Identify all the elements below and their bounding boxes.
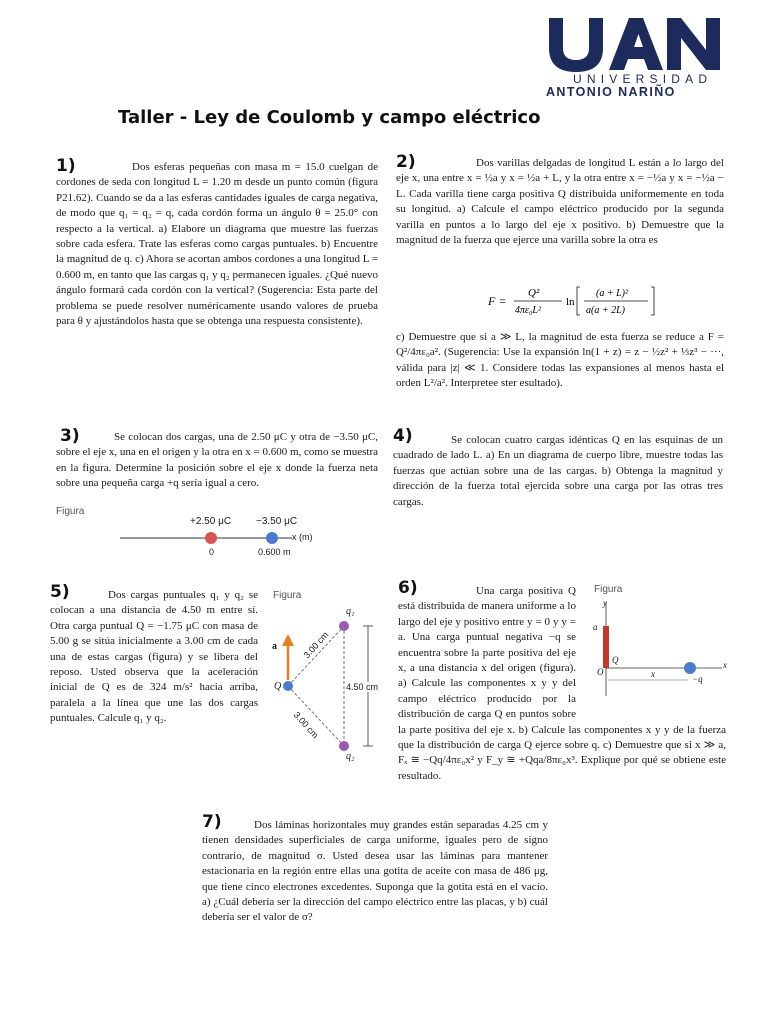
problem-7-text: [202, 818, 548, 926]
logo-university-text: UNIVERSIDAD: [573, 72, 713, 86]
problem-3-charge1: +2.50 μC: [190, 516, 232, 527]
problem-5-q1: q₁: [346, 606, 355, 617]
problem-6-Q-label: Q: [612, 655, 619, 665]
negative-charge: [266, 532, 278, 544]
problem-4-text: [393, 433, 723, 510]
negative-point-charge: [684, 662, 696, 674]
problem-6-mq-label: −q: [692, 674, 703, 684]
problem-4-number: 4): [393, 426, 413, 446]
problem-3-body: Se colocan dos cargas, una de 2.50 μC y otra de −3.50 μC, sobre el eje x, una en el origen y la otra en x = 0.600 m, como se muestra en la figura. Determine la posición sobre el eje x donde la fuerza neta sobre una pequeña carga +q sería igual a cero.: [56, 431, 378, 490]
problem-5-a: a⃗: [272, 641, 285, 652]
charge-q2: [339, 741, 349, 751]
problem-5-body: Dos cargas puntuales q₁ y q₂ se colocan a una distancia de 4.50 m entre sí. Otra carga puntual Q = −1.75 μC con masa de 5.00 g se sitúa inicialmente a 3.00 cm de cada una de estas cargas (figura) y se libera del reposo. Usted observa que la aceleración inicial de Q es de 324 m/s² hacia arriba, paralela a la línea que une las dos cargas puntuales. Calcule q₁ y q₂.: [50, 589, 258, 725]
problem-3-number: 3): [60, 426, 80, 446]
problem-3-pos1: 0: [209, 547, 215, 557]
charge-q1: [339, 621, 349, 631]
svg-text:(a + L)²: (a + L)²: [596, 288, 628, 299]
problem-6-figure-label: Figura: [594, 584, 623, 595]
problem-6-x-dist-label: x: [651, 669, 655, 679]
svg-text:ln: ln: [566, 296, 575, 308]
problem-3-figure-label: Figura: [56, 506, 85, 517]
problem-7-number: 7): [202, 812, 222, 832]
problem-1-number: 1): [56, 156, 76, 176]
problem-2-body: Dos varillas delgadas de longitud L están a lo largo del eje x, una entre x = ½a y x = ½a + L, y la otra entre x = −½a y x = −½a − L. Cada varilla tiene carga positiva Q distribuida uniformemente en toda su longitud. a) Calcule el campo eléctrico producido por la segunda varilla en puntos a lo largo del eje x positivo. b) Demuestre que la magnitud de la fuerza que ejerce una varilla sobre la otra es: [396, 157, 724, 247]
problem-6-number: 6): [398, 578, 418, 598]
problem-1-text: [56, 160, 378, 329]
problem-5-q2: q₂: [346, 751, 355, 762]
problem-5-number: 5): [50, 582, 70, 602]
problem-6-body: Una carga positiva Q está distribuida de manera uniforme a lo largo del eje y positivo entre y = 0 y y = a. Una carga puntual negativa −q se encuentra sobre la parte positiva del eje x, a una distancia x del origen (figura). a) Calcule las componentes x y y del campo eléctrico producido por la distribución de carga Q en puntos sobre la parte positiva del eje x. b) Calcule las componentes x y y de la fuerza que la distribución de carga Q ejerce sobre q. c) Demuestre que si x ≫ a, Fₓ ≅ −Qq/4πε₀x² y F_y ≅ +Qqa/8πε₀x³. Explique por qué se obtiene este resultado.: [398, 585, 726, 782]
charged-rod: [603, 626, 609, 668]
positive-charge: [205, 532, 217, 544]
svg-text:Q²: Q²: [528, 287, 540, 299]
problem-3-axis-label: x (m): [292, 532, 313, 542]
problem-5-d2: 3.00 cm: [291, 709, 321, 741]
problem-2-body-c: c) Demuestre que si a ≫ L, la magnitud de esta fuerza se reduce a F = Q²/4πε₀a². (Sugerencia: Use la expansión ln(1 + z) = z − ½z² + ⅓z³ − ···, válida para |z| ≪ 1. Considere todas las expansiones al menos hasta el orden L²/a². Interpretee ster esultado).: [396, 331, 724, 390]
svg-text:a(a + 2L): a(a + 2L): [586, 305, 625, 316]
problem-3-charge2: −3.50 μC: [256, 516, 298, 527]
problem-5-Q: Q: [274, 681, 282, 692]
problem-6-x-axis-label: x: [723, 660, 727, 670]
problem-2-text-c: [396, 330, 724, 392]
problem-3-pos2: 0.600 m: [258, 547, 291, 557]
problem-5-figure-label: Figura: [273, 590, 302, 601]
logo-name-text: ANTONIO NARIÑO: [546, 85, 676, 99]
svg-text:4πε₀L²: 4πε₀L²: [515, 305, 541, 316]
problem-3-text: [56, 430, 378, 492]
problem-6-a-label: a: [593, 622, 598, 632]
problem-6-O-label: O: [597, 667, 604, 677]
charge-Q: [283, 681, 293, 691]
formula-graphic: [488, 285, 698, 319]
problem-5-d3: 4.50 cm: [346, 682, 379, 692]
problem-5-d1: 3.00 cm: [301, 629, 331, 661]
problem-2-text: [396, 156, 724, 248]
page-title: Taller - Ley de Coulomb y campo eléctrico: [118, 107, 541, 128]
logo-graphic: [545, 14, 723, 72]
problem-6-figure: [588, 596, 728, 702]
problem-2-number: 2): [396, 152, 416, 172]
svg-text:F =: F =: [488, 294, 507, 308]
problem-5-text: [50, 588, 258, 727]
problem-4-body: Se colocan cuatro cargas idénticas Q en las esquinas de un cuadrado de lado L. a) En un diagrama de cuerpo libre, muestre todas las fuerzas que actúan sobre una de las cargas. b) Obtenga la magnitud y dirección de la fuerza total ejercida sobre una carga por las otras tres cargas.: [393, 434, 723, 508]
problem-2-formula: [488, 285, 698, 315]
problem-1-body: Dos esferas pequeñas con masa m = 15.0 cuelgan de cordones de seda con longitud L = 1.20 m desde un punto común (figura P21.62). Cuando se da a las esferas cantidades iguales de carga negativa, de modo que q₁ = q₂ = q, cada cordón forma un ángulo θ = 25.0° con respecto a la vertical. a) Elabore un diagrama que muestre las fuerzas sobre cada esfera. Trate las esferas como cargas puntuales. b) Encuentre la magnitud de q. c) Ahora se acortan ambos cordones a una longitud L = 0.600 m, en tanto que las cargas q₁ y q₂ permanecen iguales. ¿Qué nuevo ángulo formará cada cordón con la vertical? (Sugerencia: Esta parte del problema se puede resolver numéricamente usando valores de prueba para θ y ajustándolos hasta que se obtenga una respuesta consistente).: [56, 161, 378, 328]
problem-7-body: Dos láminas horizontales muy grandes están separadas 4.25 cm y tienen densidades superficiales de carga uniforme, iguales pero de signo contrario, de magnitud σ. Usted desea usar las láminas para mantener estacionaria en la región entre ellas una gotita de aceite con masa de 486 μg, que tiene cinco electrones excedentes. Suponga que la gotita está en el vacío. a) ¿Cuál debería ser la dirección del campo eléctrico entre las placas, y b) cuál debería ser el valor de σ?: [202, 819, 548, 924]
problem-6-y-label: y: [603, 598, 607, 608]
